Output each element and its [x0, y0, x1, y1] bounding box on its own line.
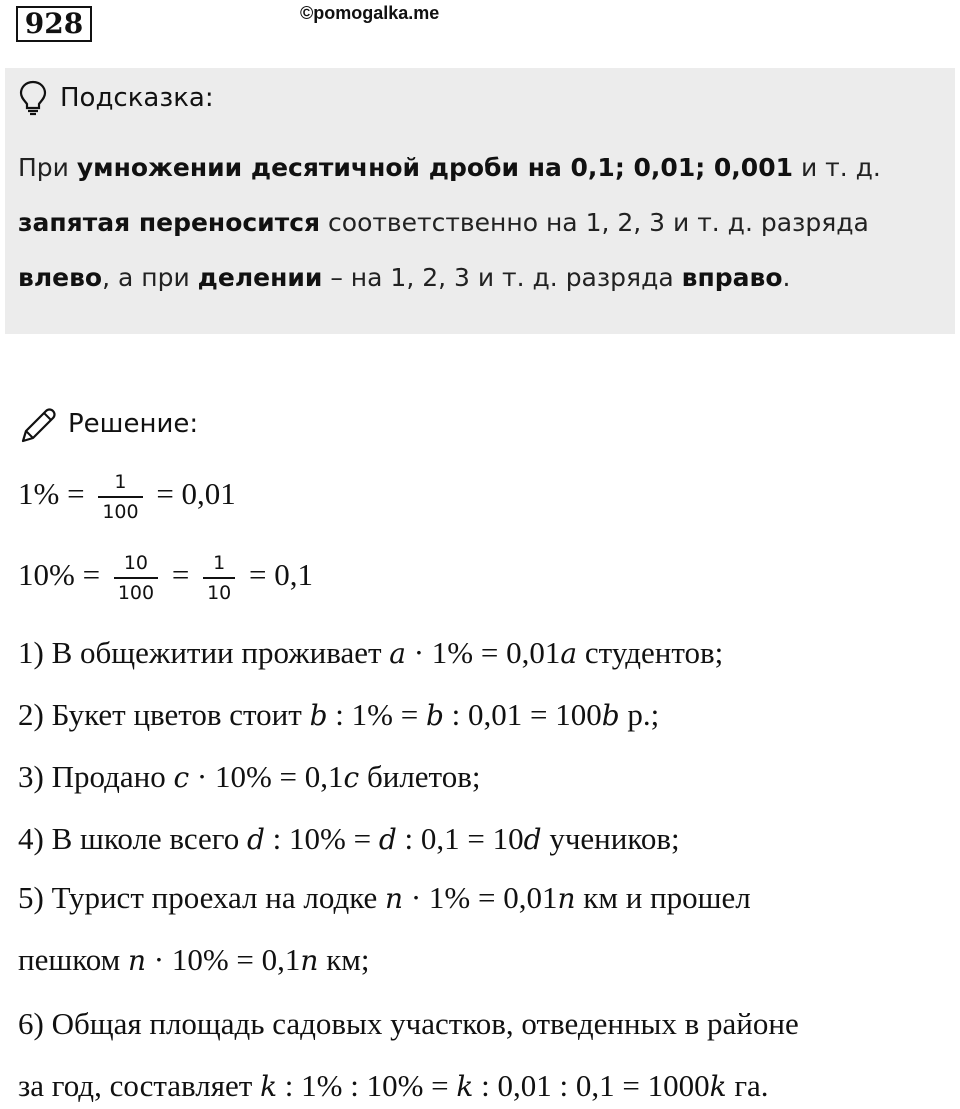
- pencil-icon: [18, 403, 60, 445]
- item-text: студентов;: [577, 635, 724, 670]
- hint-text-span: соответственно на 1, 2, 3 и т. д. разряда: [320, 208, 869, 237]
- variable: a: [560, 637, 578, 670]
- solution-item-2: [18, 697, 659, 733]
- variable: c: [343, 761, 360, 794]
- variable: a: [389, 637, 406, 670]
- lightbulb-icon: [18, 80, 48, 116]
- equation-1: [18, 472, 236, 522]
- equation-2: [18, 553, 313, 603]
- hint-bold-span: влево: [18, 263, 103, 292]
- item-text: 3) Продано: [18, 759, 174, 794]
- numerator: 1: [98, 472, 142, 498]
- item-text: : 10% =: [264, 821, 379, 856]
- item-text: · 1% = 0,01: [405, 635, 561, 670]
- item-text: : 0,1 = 10: [396, 821, 524, 856]
- variable: b: [425, 699, 444, 732]
- item-text: : 1% =: [327, 697, 426, 732]
- variable: d: [523, 823, 542, 856]
- item-text: 1) В общежитии проживает: [18, 635, 390, 670]
- item-text: · 1% = 0,01: [403, 880, 558, 915]
- item-text: билетов;: [359, 759, 481, 794]
- task-number: 928: [16, 6, 92, 42]
- variable: n: [300, 944, 319, 977]
- eq-text: 10% =: [18, 557, 101, 593]
- variable: c: [173, 761, 190, 794]
- fraction: [98, 472, 142, 522]
- item-text: · 10% = 0,1: [189, 759, 344, 794]
- denominator: 10: [207, 582, 232, 604]
- variable: k: [260, 1070, 278, 1103]
- solution-title-label: Решение:: [68, 409, 199, 439]
- hint-text-span: При: [18, 153, 77, 182]
- denominator: 100: [117, 582, 155, 604]
- hint-line-3: [18, 250, 948, 305]
- solution-title: [18, 403, 198, 445]
- solution-item-1: [18, 635, 723, 671]
- item-text: р.;: [619, 697, 660, 732]
- hint-text: [18, 140, 948, 305]
- hint-bold-span: умножении десятичной дроби на 0,1; 0,01; 0,001: [76, 153, 793, 182]
- item-text: га.: [726, 1068, 769, 1103]
- item-text: км;: [318, 942, 370, 977]
- hint-title-label: Подсказка:: [60, 83, 214, 113]
- hint-bold-span: запятая переносится: [18, 208, 321, 237]
- hint-title: [18, 80, 214, 116]
- variable: k: [456, 1070, 474, 1103]
- variable: n: [385, 882, 404, 915]
- item-text: 4) В школе всего: [18, 821, 247, 856]
- hint-bold-span: делении: [197, 263, 323, 292]
- variable: b: [309, 699, 328, 732]
- solution-item-6-line-1: [18, 1006, 799, 1042]
- variable: n: [127, 944, 147, 977]
- eq-text: = 0,01: [156, 476, 236, 512]
- watermark: ©pomogalka.me: [300, 3, 440, 23]
- hint-line-2: [18, 195, 948, 250]
- solution-item-3: [18, 759, 480, 795]
- item-text: за год, составляет: [18, 1068, 261, 1103]
- variable: k: [709, 1070, 727, 1103]
- item-text: : 0,01 = 100: [443, 697, 602, 732]
- hint-text-span: .: [782, 263, 791, 292]
- hint-text-span: , а при: [102, 263, 198, 292]
- fraction: [114, 553, 158, 603]
- hint-bold-span: вправо: [681, 263, 783, 292]
- solution-item-4: [18, 821, 680, 857]
- item-text: : 0,01 : 0,1 = 1000: [473, 1068, 710, 1103]
- item-text: км и прошел: [575, 880, 751, 915]
- variable: b: [601, 699, 620, 732]
- denominator: 100: [102, 501, 139, 523]
- eq-text: = 0,1: [249, 557, 313, 593]
- item-text: 2) Букет цветов стоит: [18, 697, 310, 732]
- hint-text-span: и т. д.: [793, 153, 881, 182]
- variable: d: [378, 823, 397, 856]
- hint-text-span: – на 1, 2, 3 и т. д. разряда: [322, 263, 682, 292]
- eq-text: =: [171, 557, 190, 593]
- fraction: [203, 553, 235, 603]
- numerator: 1: [203, 553, 235, 579]
- item-text: учеников;: [541, 821, 680, 856]
- item-text: пешком: [18, 942, 128, 977]
- variable: n: [557, 882, 576, 915]
- item-text: 6) Общая площадь садовых участков, отведенных в районе: [18, 1006, 799, 1041]
- solution-item-5-line-2: [18, 942, 370, 978]
- item-text: : 1% : 10% =: [277, 1068, 457, 1103]
- item-text: 5) Турист проехал на лодке: [18, 880, 386, 915]
- numerator: 10: [114, 553, 158, 579]
- solution-item-6-line-2: [18, 1068, 769, 1104]
- eq-text: 1% =: [18, 476, 85, 512]
- item-text: · 10% = 0,1: [146, 942, 301, 977]
- variable: d: [246, 823, 265, 856]
- solution-item-5-line-1: [18, 880, 751, 916]
- hint-line-1: [18, 140, 948, 195]
